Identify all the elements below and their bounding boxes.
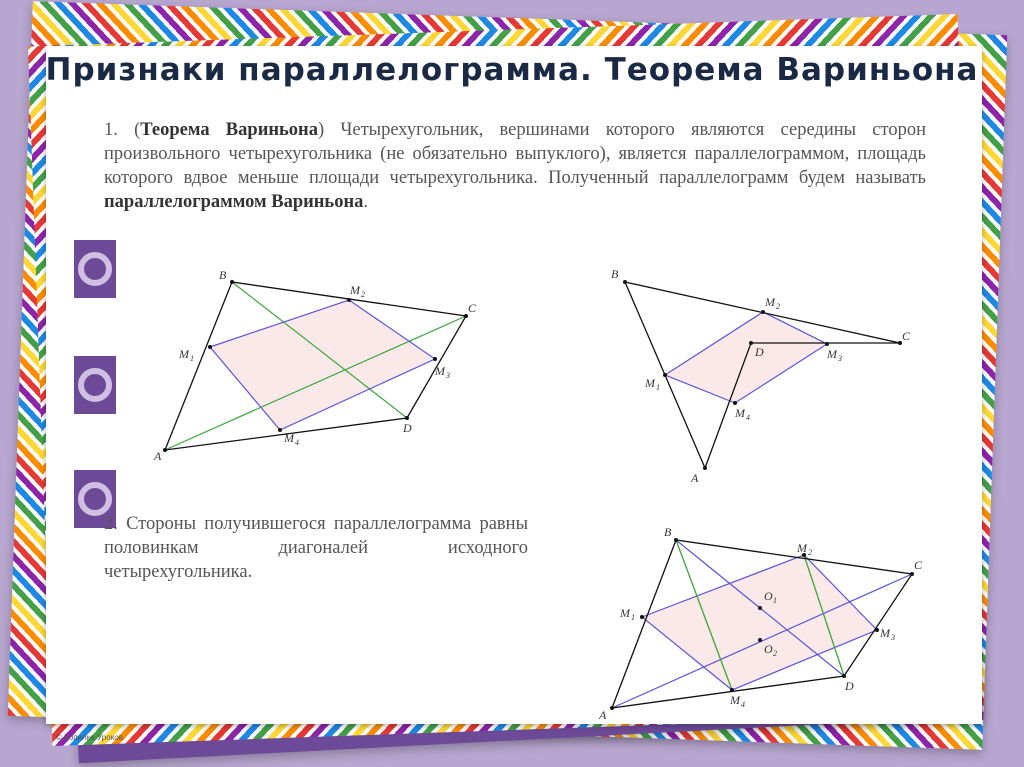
label-O1-sub: 1 — [773, 596, 777, 605]
sentence-end: . — [363, 192, 368, 212]
defined-term: параллелограммом Вариньона — [104, 192, 364, 212]
label-B: B — [664, 525, 672, 539]
footer-credit: © Копилка Уроков — [56, 733, 123, 742]
label-A: A — [691, 471, 699, 485]
label-M2: M — [350, 283, 360, 297]
label-A: A — [599, 708, 607, 722]
label-B: B — [219, 268, 227, 282]
label-M2: M — [765, 295, 775, 309]
label-O2-sub: 2 — [773, 649, 777, 658]
label-D: D — [755, 345, 764, 359]
figure-diagonals-quadrilateral — [592, 522, 932, 727]
label-M4-sub: 4 — [741, 700, 745, 709]
theorem-body: ) Четырехугольник, вершинами которого являются середины сторон произвольного четырехугольника (не обязательно выпуклого), является параллелограммом, площадь которого вдвое меньше площади четырехугольника. Полученный параллелограмм будем называть — [104, 120, 926, 188]
slide-title: Признаки параллелограмма. Теорема Вариньона — [45, 52, 979, 88]
label-A: A — [154, 449, 162, 462]
label-M1: M — [179, 347, 189, 361]
label-M4: M — [735, 406, 745, 420]
label-M3: M — [880, 626, 890, 640]
label-M1: M — [620, 606, 630, 620]
label-M4: M — [730, 693, 740, 707]
label-M1-sub: 1 — [656, 383, 660, 392]
label-M4-sub: 4 — [746, 413, 750, 422]
bullet-decoration-icon — [74, 240, 116, 298]
label-M2-sub: 2 — [361, 290, 365, 299]
figure-nonconvex-quadrilateral — [605, 262, 925, 487]
label-C: C — [914, 558, 923, 572]
label-M1-sub: 1 — [190, 354, 194, 363]
label-C: C — [902, 329, 911, 343]
label-M4: M — [284, 431, 294, 445]
label-D: D — [845, 679, 854, 693]
label-O2: O — [764, 642, 773, 656]
item-number: 1. ( — [104, 120, 141, 140]
label-M1-sub: 1 — [631, 613, 635, 622]
label-M3-sub: 3 — [838, 354, 842, 363]
label-M3: M — [435, 364, 445, 378]
figure-convex-quadrilateral — [145, 262, 480, 462]
theorem-name: Теорема Вариньона — [140, 120, 318, 140]
bullet-decoration-icon — [74, 356, 116, 414]
label-M3-sub: 3 — [891, 633, 895, 642]
label-C: C — [468, 301, 477, 315]
label-M1: M — [645, 376, 655, 390]
label-M3-sub: 3 — [446, 371, 450, 380]
label-D: D — [403, 421, 412, 435]
label-O1: O — [764, 589, 773, 603]
label-M3: M — [827, 347, 837, 361]
label-B: B — [611, 267, 619, 281]
corollary-paragraph: 2. Стороны получившегося параллелограмма равны половинкам диагоналей исходного четырехугольника. — [104, 514, 528, 582]
theorem-paragraph — [104, 118, 926, 214]
label-M2-sub: 2 — [808, 548, 812, 557]
label-M2-sub: 2 — [776, 302, 780, 311]
label-M2: M — [797, 541, 807, 555]
label-M4-sub: 4 — [295, 438, 299, 447]
